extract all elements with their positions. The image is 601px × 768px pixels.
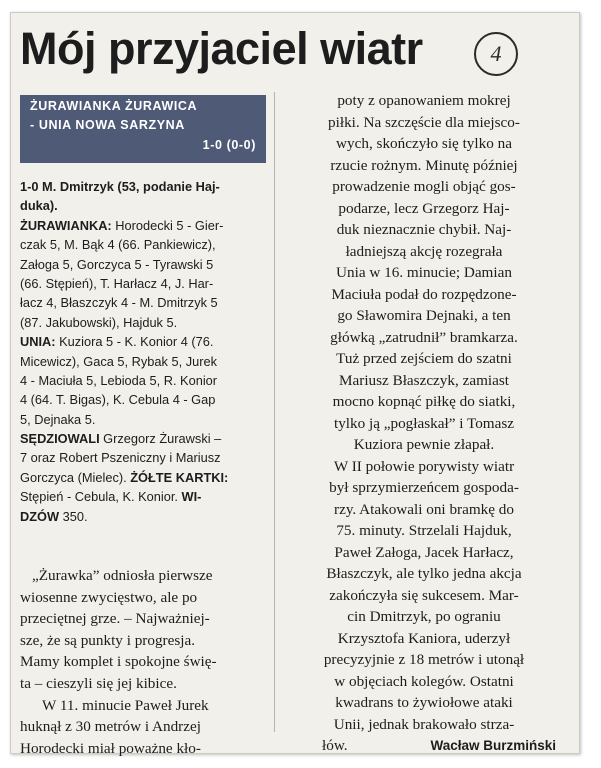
team-label: ŻURAWIANKA: (20, 217, 112, 233)
body-line: ta – cieszyli się jej kibice. (20, 674, 177, 692)
body-line: poty z opanowaniem mokrej (337, 92, 511, 109)
match-score: 1-0 (0-0) (202, 138, 256, 152)
body-line: duk nieznacznie chybił. Naj- (336, 221, 512, 238)
lineup-away: 4 (64. T. Bigas), K. Cebula 4 - Gap (20, 392, 216, 408)
body-line: w objęciach kolegów. Ostatni (334, 672, 514, 690)
lineup-away (20, 332, 266, 351)
referees-cards (20, 468, 266, 487)
body-line: sze, że są punkty i progresja. (20, 631, 196, 649)
body-line: był sprzymierzeńcem gospoda- (329, 479, 519, 496)
team-label: UNIA: (20, 334, 56, 350)
goal-text: duka). (20, 198, 58, 214)
body-line: Kuziora pewnie złapał. (353, 436, 495, 453)
cards-label: ŻÓŁTE KARTKI: (130, 469, 229, 485)
body-line: mocno kopnąć piłkę do siatki, (332, 393, 516, 410)
body-line: zakończyła się sukcesem. Mar- (329, 586, 519, 604)
lineup-home: Załoga 5, Gorczyca 5 - Tyrawski 5 (20, 256, 214, 272)
body-line-with-byline (284, 735, 564, 757)
referees-text: Gorczyca (Mielec). (20, 469, 131, 485)
body-line: Mamy komplet i spokojne świę- (20, 653, 217, 671)
lineup-home: (66. Stępień), T. Harłacz 4, J. Har- (20, 275, 214, 291)
article-body-left (20, 565, 270, 759)
referees: 7 oraz Robert Pszeniczny i Mariusz (20, 450, 221, 466)
cards-text: Stępień - Cebula, K. Konior. (20, 489, 182, 505)
match-teams-line-1: ŻURAWIANKA ŻURAWICA (30, 99, 198, 113)
body-line: huknął z 30 metrów i Andrzej (20, 718, 201, 736)
body-line: „Żurawka” odniosła pierwsze (32, 567, 213, 584)
lineup-home (20, 216, 266, 235)
body-line: ładniejszą akcję rozegrała (345, 242, 503, 260)
lineup-home: czak 5, M. Bąk 4 (66. Pankiewicz), (20, 237, 216, 253)
body-line: kwadrans to żywiołowe ataki (335, 694, 513, 711)
column-divider (274, 92, 275, 732)
body-line: Mariusz Błaszczyk, zamiast (339, 371, 509, 389)
spectators (20, 507, 266, 526)
body-line: W II połowie porywisty wiatr (333, 457, 515, 475)
page-number-handwritten: 4 (474, 32, 518, 76)
headline: Mój przyjaciel wiatr (20, 23, 423, 74)
match-teams-line-2: - UNIA NOWA SARZYNA (30, 118, 185, 132)
body-line: tylko ją „pogłaskał” i Tomasz (333, 414, 515, 432)
article-body-right (284, 90, 564, 757)
body-line: W 11. minucie Paweł Jurek (42, 696, 209, 714)
body-line: wych, skończyło się tylko na (336, 135, 512, 152)
lineup-text: Kuziora 5 - K. Konior 4 (76. (55, 334, 214, 350)
body-line: główką „zatrudnił” bramkarza. (330, 328, 518, 346)
lineup-home: łacz 4, Błaszczyk 4 - M. Dmitrzyk 5 (20, 295, 218, 311)
referees-label: SĘDZIOWALI (20, 431, 100, 447)
lineup-away: 5, Dejnaka 5. (20, 411, 96, 427)
body-line: Unii, jednak brakowało strza- (333, 715, 515, 733)
body-line: Paweł Załoga, Jacek Harłacz, (334, 543, 514, 561)
goal-line (20, 177, 266, 196)
lineup-text: Horodecki 5 - Gier- (111, 217, 224, 233)
goal-line (20, 196, 266, 215)
body-line: łów. (322, 737, 348, 754)
body-line: cin Dmitrzyk, po ograniu (347, 608, 501, 625)
body-line: prowadzenie mogli objąć gos- (332, 178, 516, 195)
spectators-label: WI- (181, 489, 202, 505)
body-line: Krzysztofa Kaniora, uderzył (337, 629, 511, 647)
body-line: Błaszczyk, ale tylko jedna akcja (326, 565, 522, 582)
body-line: go Sławomira Dejnaki, a ten (337, 307, 511, 324)
spectators-label: DZÓW (20, 508, 60, 524)
body-line: piłki. Na szczęście dla miejsco- (328, 113, 520, 131)
body-line: Horodecki miał poważne kło- (20, 739, 201, 757)
lineup-away: Micewicz), Gaca 5, Rybak 5, Jurek (20, 353, 217, 369)
match-stats (20, 177, 266, 526)
body-line: Maciuła podał do rozpędzone- (331, 285, 517, 303)
referees (20, 429, 266, 448)
cards-spectators (20, 487, 266, 506)
body-line: rzy. Atakowali oni bramkę do (334, 500, 514, 518)
goal-text: 1-0 M. Dmitrzyk (53, podanie Haj- (20, 179, 220, 194)
body-line: wiosenne zwycięstwo, ale po (20, 588, 198, 606)
body-line: 75. minuty. Strzelali Hajduk, (336, 522, 512, 539)
body-line: Tuż przed zejściem do szatni (336, 350, 512, 367)
body-line: rzucie rożnym. Minutę później (330, 156, 518, 174)
match-header-box (20, 95, 266, 163)
body-line: precyzyjnie z 18 metrów i utonął (323, 651, 525, 668)
lineup-away: 4 - Maciuła 5, Lebioda 5, R. Konior (20, 372, 218, 388)
lineup-home: (87. Jakubowski), Hajduk 5. (20, 314, 178, 330)
body-line: Unia w 16. minucie; Damian (336, 264, 512, 281)
body-line: podarze, lecz Grzegorz Haj- (338, 199, 510, 217)
body-line: przeciętnej grze. – Najważniej- (20, 610, 210, 628)
referees-text: Grzegorz Żurawski – (99, 431, 222, 447)
byline: Wacław Burzmiński (430, 738, 556, 753)
spectators-value: 350. (59, 508, 88, 524)
